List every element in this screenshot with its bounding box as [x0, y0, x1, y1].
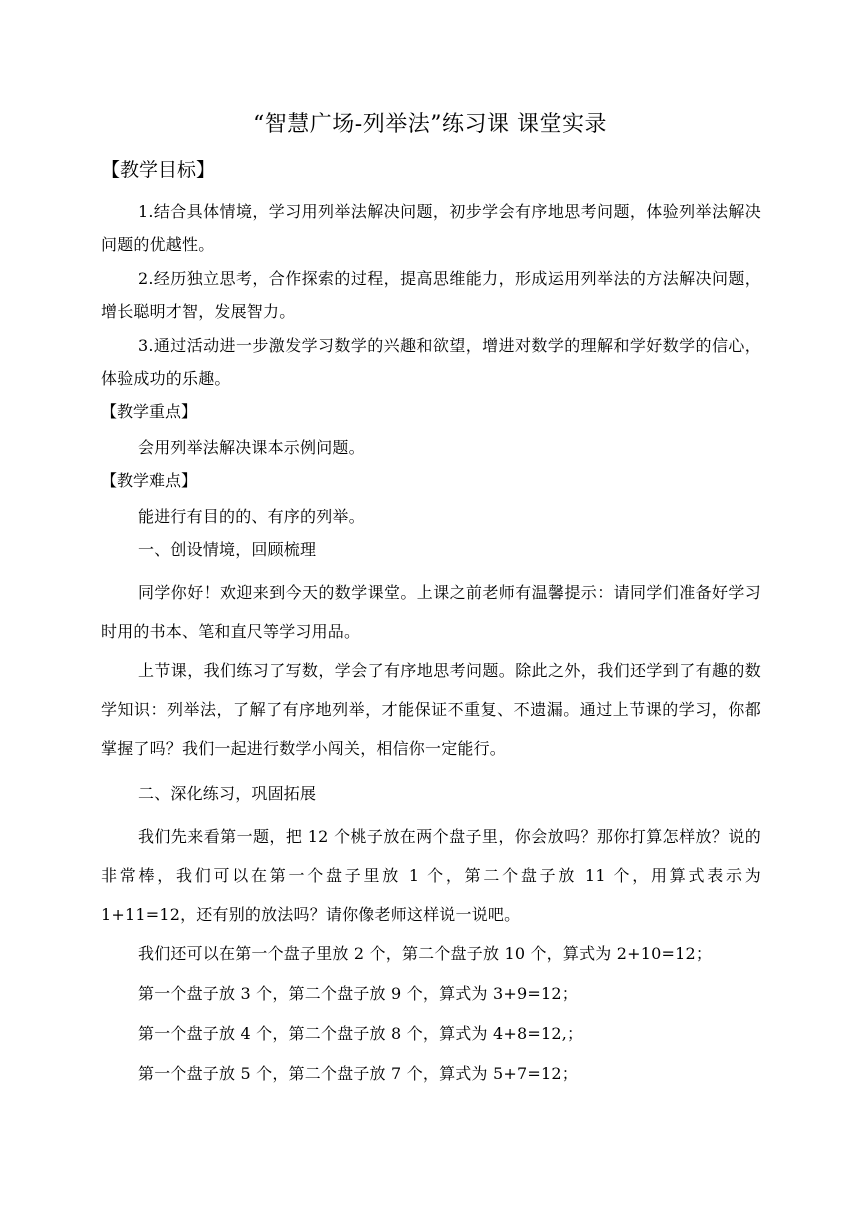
section2-paragraph: 我们先来看第一题，把 12 个桃子放在两个盘子里，你会放吗？那你打算怎样放？说的非常棒，我们可以在第一个盘子里放 1 个，第二个盘子放 11 个，用算式表示为 1+11=12，还有别的放法吗？请你像老师这样说一说吧。 [101, 827, 761, 924]
section2-heading: 二、深化练习，巩固拓展 [138, 784, 317, 803]
section2-line-1: 我们还可以在第一个盘子里放 2 个，第二个盘子放 10 个，算式为 2+10=12； [138, 944, 713, 963]
goal-paragraph-2: 2.经历独立思考，合作探索的过程，提高思维能力，形成运用列举法的方法解决问题，增长聪明才智，发展智力。 [101, 269, 761, 321]
goals-heading: 【教学目标】 [101, 159, 216, 181]
section2-line-4: 第一个盘子放 5 个，第二个盘子放 7 个，算式为 5+7=12； [138, 1064, 578, 1083]
key-text: 会用列举法解决课本示例问题。 [138, 438, 365, 457]
section1-paragraph-2: 上节课，我们练习了写数，学会了有序地思考问题。除此之外，我们还学到了有趣的数学知识：列举法，了解了有序地列举，才能保证不重复、不遗漏。通过上节课的学习，你都掌握了吗？我们一起进行数学小闯关，相信你一定能行。 [101, 661, 761, 758]
key-heading: 【教学重点】 [101, 402, 198, 421]
goal-paragraph-3: 3.通过活动进一步激发学习数学的兴趣和欲望，增进对数学的理解和学好数学的信心，体验成功的乐趣。 [101, 336, 761, 388]
difficulty-text: 能进行有目的的、有序的列举。 [138, 507, 365, 526]
document-title: “智慧广场-列举法”练习课 课堂实录 [253, 112, 607, 137]
difficulty-heading: 【教学难点】 [101, 471, 198, 490]
goal-paragraph-1: 1.结合具体情境，学习用列举法解决问题，初步学会有序地思考问题，体验列举法解决问题的优越性。 [101, 202, 761, 254]
section1-paragraph-1: 同学你好！欢迎来到今天的数学课堂。上课之前老师有温馨提示：请同学们准备好学习时用的书本、笔和直尺等学习用品。 [101, 583, 761, 641]
section2-line-2: 第一个盘子放 3 个，第二个盘子放 9 个，算式为 3+9=12； [138, 984, 578, 1003]
section2-line-3: 第一个盘子放 4 个，第二个盘子放 8 个，算式为 4+8=12,； [138, 1024, 584, 1043]
section1-heading: 一、创设情境，回顾梳理 [138, 540, 317, 559]
